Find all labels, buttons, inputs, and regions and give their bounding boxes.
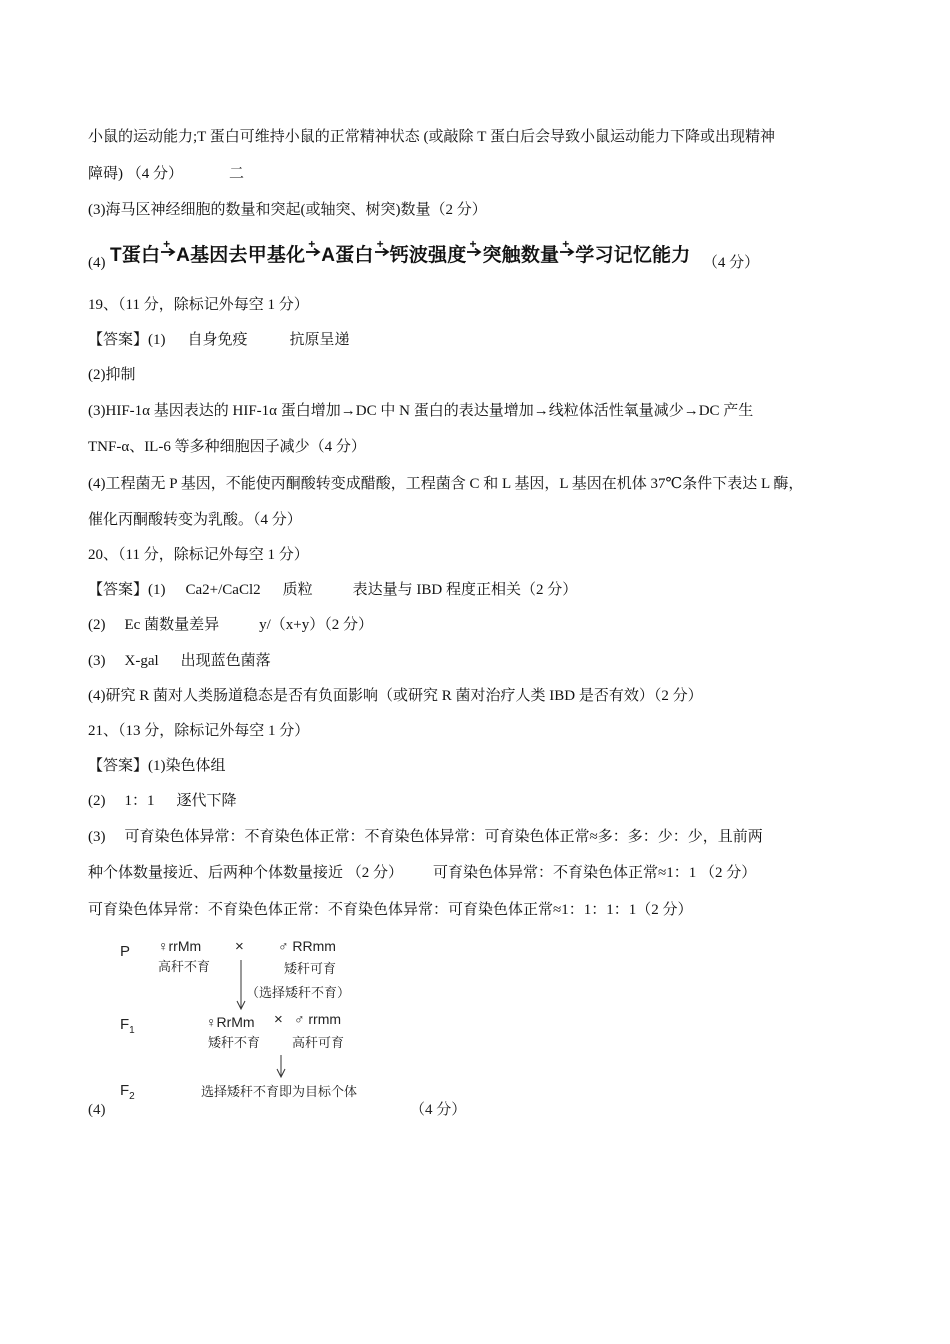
text-line: (3)海马区神经细胞的数量和突起(或轴突、树突)数量（2 分） — [88, 202, 487, 218]
text-segment: 种个体数量接近、后两种个体数量接近 （2 分） — [88, 865, 404, 881]
text-line — [88, 615, 373, 635]
text-line — [88, 827, 763, 847]
text-segment: (3) — [88, 829, 106, 845]
question-header: 20、（11 分，除标记外每空 1 分） — [88, 547, 309, 563]
cross-symbol: × — [274, 1011, 283, 1028]
chain-label: (4) — [88, 255, 106, 271]
promote-arrow-icon: + — [374, 243, 390, 263]
text-line: 小鼠的运动能力;T 蛋白可维持小鼠的正常精神状态 (或敲除 T 蛋白后会导致小鼠运动能力下降或出现精神 — [88, 129, 775, 145]
f1-female-genotype: ♀RrMm — [206, 1014, 255, 1030]
text-line: 【答案】(1)染色体组 — [88, 758, 226, 774]
generation-f1-label: $F_1$ — [120, 1016, 135, 1036]
text-segment: 表达量与 IBD 程度正相关（2 分） — [352, 582, 578, 598]
text-line: TNF-α、IL-6 等多种细胞因子减少（4 分） — [88, 439, 366, 455]
text-segment: (2) — [88, 793, 106, 809]
text-segment: 【答案】(1) — [88, 582, 166, 598]
chain-step: 学习记忆能力 — [575, 245, 691, 266]
text-segment: (2) — [88, 617, 106, 633]
f1-male-phenotype: 高秆可育 — [292, 1036, 345, 1051]
chain-step: T蛋白 — [109, 245, 161, 266]
text-line — [88, 330, 350, 350]
f1-male-genotype: ♂ rrmm — [294, 1011, 342, 1027]
text-line — [88, 863, 756, 883]
cross-symbol: × — [235, 938, 244, 955]
chain-points: （4 分） — [702, 255, 760, 271]
p-male-genotype: ♂ RRmm — [278, 938, 336, 954]
generation-p-label: P — [120, 943, 131, 960]
text-segment: y/（x+y）（2 分） — [259, 617, 373, 633]
promote-arrow-icon: + — [160, 243, 176, 263]
text-segment: 障碍) （4 分） — [88, 166, 183, 182]
text-segment: 1：1 — [124, 793, 155, 809]
text-segment: 逐代下降 — [176, 793, 237, 809]
chain-step: A蛋白 — [321, 245, 374, 266]
p-female-genotype: ♀rrMm — [158, 938, 202, 954]
text-line: 催化丙酮酸转变为乳酸。（4 分） — [88, 512, 302, 528]
chain-step: 钙波强度 — [389, 245, 467, 266]
text-segment: X-gal — [124, 653, 159, 669]
text-segment: 自身免疫 — [187, 332, 248, 348]
text-segment: 可育染色体异常：不育染色体正常≈1：1 （2 分） — [433, 865, 757, 881]
text-segment: Ca2+/CaCl2 — [185, 582, 261, 598]
promote-arrow-icon: + — [559, 243, 575, 263]
text-segment: 可育染色体异常：不育染色体正常：不育染色体异常：可育染色体正常≈多：多：少：少，且前两 — [124, 829, 763, 845]
cross-points: （4 分） — [410, 1102, 467, 1118]
chain-step: A基因去甲基化 — [176, 245, 306, 266]
generation-f2-label: $F_2$ — [120, 1082, 135, 1102]
text-line: (4)工程菌无 P 基因，不能使丙酮酸转变成醋酸，工程菌含 C 和 L 基因，L 基因在机体 37℃条件下表达 L 酶， — [88, 476, 804, 492]
promote-arrow-icon: + — [466, 243, 482, 263]
text-line — [88, 651, 271, 671]
promote-arrow-icon: + — [305, 243, 321, 263]
text-line — [88, 580, 577, 600]
selection-note: （选择矮秆不育） — [246, 986, 351, 1001]
text-segment: 抗原呈递 — [289, 332, 350, 348]
text-line — [88, 791, 237, 811]
text-segment: 质粒 — [282, 582, 313, 598]
text-segment: 【答案】(1) — [88, 332, 166, 348]
cross-item-label: (4) — [88, 1102, 106, 1118]
text-line — [88, 164, 244, 184]
text-line: (2)抑制 — [88, 367, 136, 383]
text-line: 可育染色体异常：不育染色体正常：不育染色体异常：可育染色体正常≈1：1：1：1（2 分） — [88, 902, 693, 918]
p-male-phenotype: 矮秆可育 — [284, 962, 337, 977]
f1-female-phenotype: 矮秆不育 — [208, 1036, 261, 1051]
question-header: 19、（11 分，除标记外每空 1 分） — [88, 297, 309, 313]
f2-result: 选择矮秆不育即为目标个体 — [201, 1085, 358, 1100]
text-segment: 二 — [229, 166, 245, 182]
text-segment: Ec 菌数量差异 — [124, 617, 220, 633]
p-female-phenotype: 高秆不育 — [158, 960, 211, 975]
text-segment: 出现蓝色菌落 — [180, 653, 271, 669]
text-line: (4)研究 R 菌对人类肠道稳态是否有负面影响（或研究 R 菌对治疗人类 IBD 是否有效）（2 分） — [88, 688, 703, 704]
text-line: (3)HIF-1α 基因表达的 HIF-1α 蛋白增加→DC 中 N 蛋白的表达量增加→线粒体活性氧量减少→DC 产生 — [88, 403, 754, 419]
question-header: 21、（13 分，除标记外每空 1 分） — [88, 723, 310, 739]
chain-step: 突触数量 — [482, 245, 560, 266]
regulation-chain — [88, 237, 760, 276]
text-segment: (3) — [88, 653, 106, 669]
